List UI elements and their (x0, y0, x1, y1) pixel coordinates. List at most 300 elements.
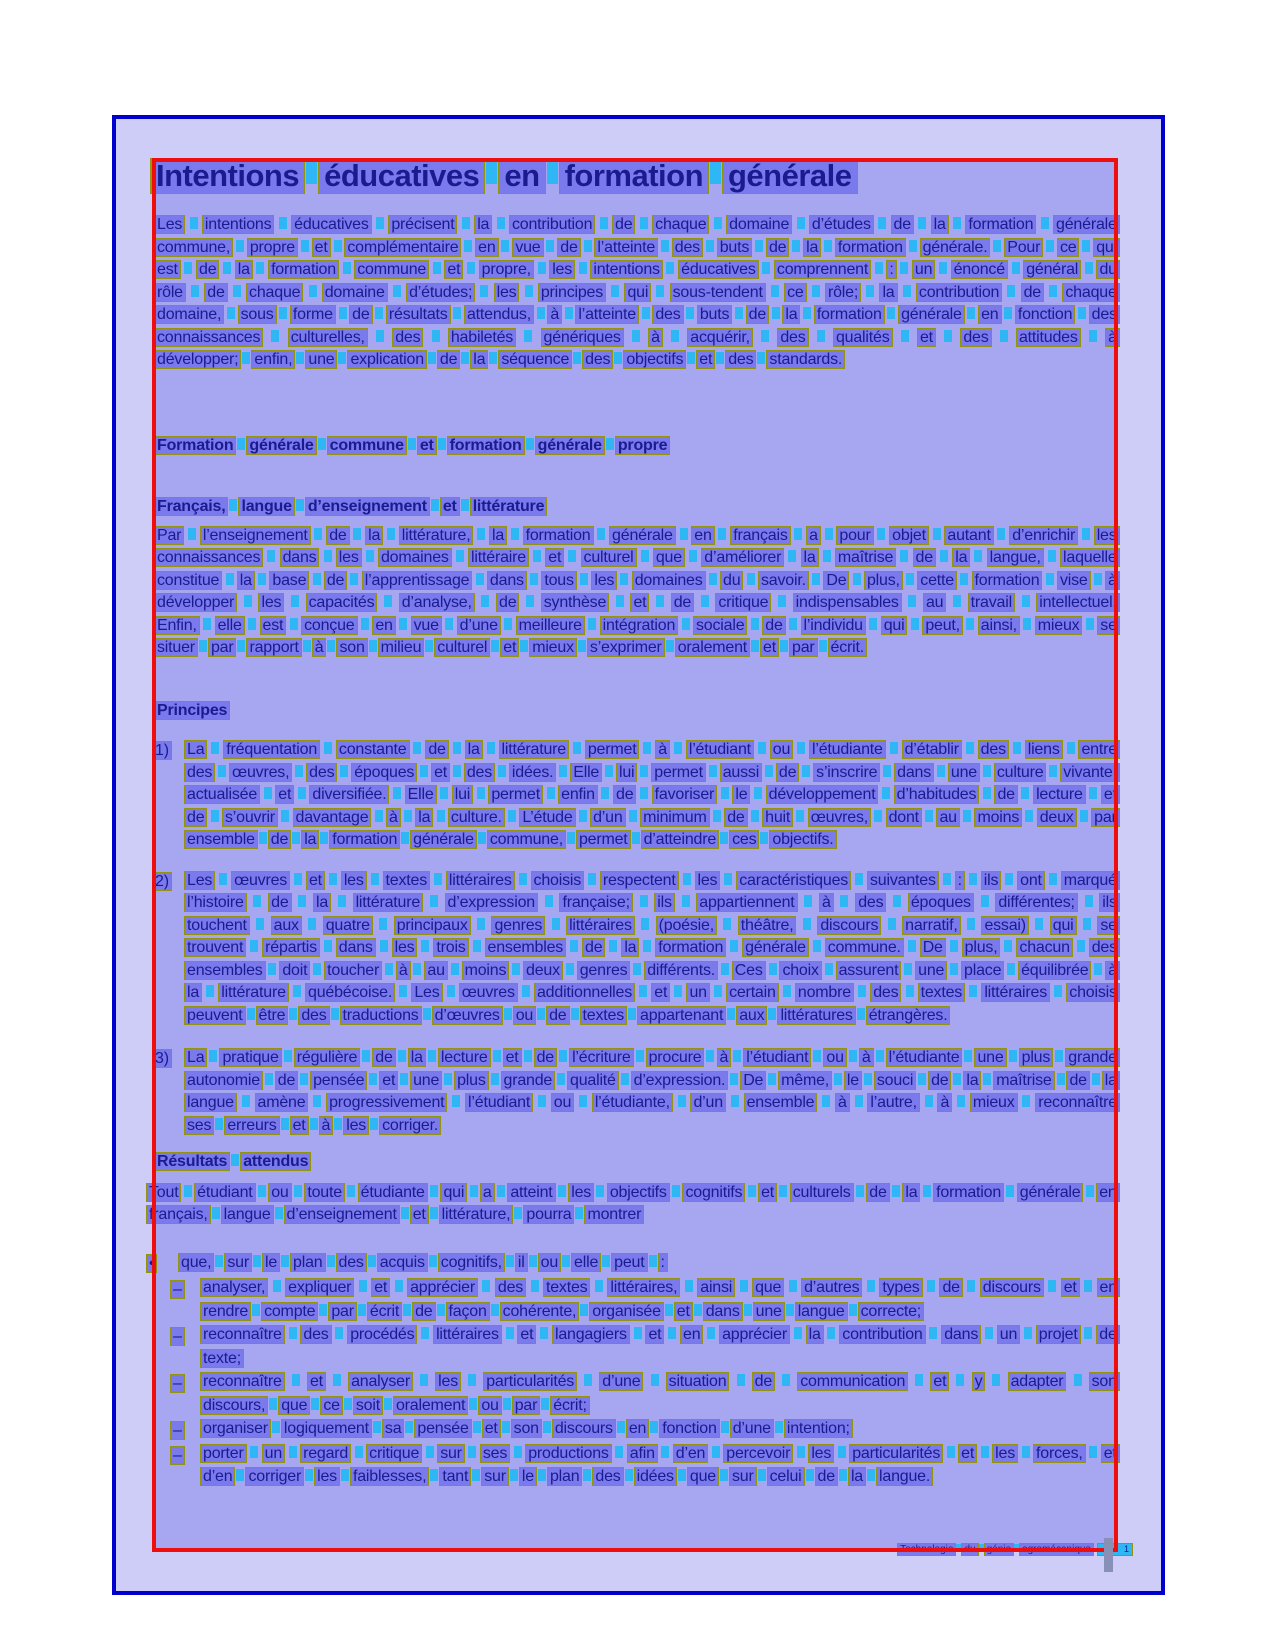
word-highlight: d’enseignement (284, 1205, 400, 1224)
word-gap-marker (709, 765, 717, 777)
word-highlight: forme (290, 305, 336, 324)
word-highlight: générale (410, 830, 477, 849)
word-highlight: de (412, 1302, 435, 1321)
word-gap-marker (1007, 285, 1015, 297)
word-gap-marker (782, 1374, 790, 1386)
word-highlight: peut (611, 1253, 647, 1272)
word-gap-marker (502, 1421, 510, 1433)
word-gap-marker (666, 262, 674, 274)
word-highlight: connaissances (154, 548, 263, 567)
word-highlight: de (762, 616, 785, 635)
word-gap-marker (772, 307, 780, 319)
word-gap-marker (1057, 1073, 1065, 1085)
word-highlight: énoncé (951, 260, 1008, 279)
word-gap-marker (579, 262, 587, 274)
word-highlight: sur (224, 1253, 252, 1272)
word-highlight: et (379, 1071, 398, 1090)
word-highlight: une (753, 1302, 785, 1321)
word-gap-marker (925, 810, 933, 822)
word-gap-marker (472, 1469, 480, 1481)
word-gap-marker (541, 1398, 549, 1410)
word-gap-marker (1041, 217, 1049, 229)
word-gap-marker (651, 1374, 659, 1386)
word-gap-marker (827, 1327, 835, 1339)
word-gap-marker (636, 1050, 644, 1062)
word-gap-marker (641, 918, 649, 930)
word-highlight: littérature (218, 983, 289, 1002)
word-highlight: les (568, 1183, 594, 1202)
word-gap-marker (199, 640, 207, 652)
word-highlight: nombre (795, 983, 854, 1002)
word-highlight: essai) (981, 916, 1028, 935)
word-gap-marker (522, 985, 530, 997)
word-gap-marker (855, 1095, 863, 1107)
word-highlight: favoriser (652, 785, 718, 804)
word-highlight: à (835, 1093, 850, 1112)
word-gap-marker (306, 160, 317, 184)
word-highlight: le (844, 1071, 862, 1090)
word-gap-marker (432, 330, 440, 342)
word-gap-marker (1046, 240, 1054, 252)
word-gap-marker (491, 1304, 499, 1316)
word-gap-marker (308, 918, 316, 930)
word-gap-marker (1035, 918, 1043, 930)
word-highlight: maîtrise (835, 548, 896, 567)
word-gap-marker (557, 1073, 565, 1085)
word-gap-marker (444, 1073, 452, 1085)
word-highlight: permet (651, 763, 706, 782)
word-highlight: général (1023, 260, 1081, 279)
word-highlight: œuvres, (808, 808, 871, 827)
word-gap-marker (682, 618, 690, 630)
word-highlight: les (336, 548, 362, 567)
word-highlight: acquérir, (687, 328, 753, 347)
word-gap-marker (253, 1255, 261, 1267)
word-highlight: époques (351, 763, 417, 782)
word-highlight: résultats (386, 305, 451, 324)
text-line (184, 1006, 1120, 1029)
word-highlight: place (961, 961, 1004, 980)
word-gap-marker (792, 240, 800, 252)
word-highlight: une (974, 1048, 1006, 1067)
word-highlight: textes (383, 871, 431, 890)
word-gap-marker (1084, 1327, 1092, 1339)
word-gap-marker (1024, 1327, 1032, 1339)
word-gap-marker (358, 1304, 366, 1316)
word-highlight: permet (585, 740, 640, 759)
word-gap-marker (957, 1095, 965, 1107)
word-gap-marker (727, 1008, 735, 1020)
word-highlight: de (326, 526, 349, 545)
word-gap-marker (486, 160, 497, 184)
word-highlight: formation (814, 305, 885, 324)
word-highlight: dans (703, 1302, 743, 1321)
word-highlight: des (978, 740, 1009, 759)
word-highlight: aux (736, 1006, 767, 1025)
word-highlight: et (758, 1183, 777, 1202)
word-highlight: étrangères. (866, 1006, 951, 1025)
dash-item (154, 1278, 1120, 1325)
word-highlight: dans (336, 938, 376, 957)
word-gap-marker (398, 1050, 406, 1062)
word-gap-marker (538, 262, 546, 274)
word-highlight: apprécier (407, 1278, 478, 1297)
word-highlight: Formation (154, 436, 236, 455)
word-gap-marker (825, 528, 833, 540)
word-gap-marker (641, 550, 649, 562)
word-gap-marker (295, 765, 303, 777)
word-highlight: elle (571, 1253, 601, 1272)
word-gap-marker (271, 330, 279, 342)
word-gap-marker (813, 1050, 821, 1062)
word-highlight: que (687, 1467, 719, 1486)
word-gap-marker (893, 895, 901, 907)
word-highlight: milieu (378, 638, 425, 657)
word-highlight: à (1105, 571, 1120, 590)
word-gap-marker (531, 1280, 539, 1292)
word-gap-marker (384, 595, 392, 607)
word-highlight: littéraires (981, 983, 1050, 1002)
word-gap-marker (470, 1185, 478, 1197)
word-highlight: générale (246, 436, 316, 455)
word-gap-marker (480, 285, 488, 297)
word-highlight: littératures (777, 1006, 855, 1025)
word-gap-marker (319, 1304, 327, 1316)
word-highlight: de (349, 305, 372, 324)
word-highlight: et (307, 1372, 326, 1391)
word-gap-marker (421, 1327, 429, 1339)
word-highlight: de (613, 785, 636, 804)
word-highlight: d’une (730, 1419, 774, 1438)
word-highlight: les (258, 593, 284, 612)
text-line (200, 1396, 1120, 1420)
word-highlight: pourra (523, 1205, 574, 1224)
word-gap-marker (305, 1469, 313, 1481)
word-gap-marker (760, 832, 768, 844)
word-gap-marker (918, 217, 926, 229)
word-highlight: formation (965, 215, 1036, 234)
word-highlight: et (958, 1444, 977, 1463)
word-gap-marker (797, 1446, 805, 1458)
word-highlight: : (886, 260, 896, 279)
word-gap-marker (211, 810, 219, 822)
word-highlight: étudiant (194, 1183, 255, 1202)
word-highlight: la (465, 740, 483, 759)
dash-item (154, 1419, 1120, 1443)
word-highlight: Pour (1004, 238, 1043, 257)
word-gap-marker (802, 765, 810, 777)
word-gap-marker (324, 550, 332, 562)
word-highlight: des (960, 328, 991, 347)
word-gap-marker (343, 262, 351, 274)
word-highlight: l’atteinte (575, 305, 639, 324)
word-highlight: chaque (246, 283, 303, 302)
word-highlight: ils (1099, 893, 1120, 912)
word-gap-marker (819, 640, 827, 652)
word-highlight: le (262, 1253, 280, 1272)
word-gap-marker (786, 1304, 794, 1316)
word-highlight: des (1089, 938, 1120, 957)
word-gap-marker (565, 307, 573, 319)
word-highlight: d’expression. (631, 1071, 729, 1090)
word-highlight: cette (917, 571, 957, 590)
word-highlight: marqué (1061, 871, 1120, 890)
word-gap-marker (341, 1469, 349, 1481)
word-highlight: génie (984, 1543, 1014, 1556)
word-gap-marker (1007, 963, 1015, 975)
word-gap-marker (642, 307, 650, 319)
word-highlight: discours (817, 916, 881, 935)
word-highlight: domaine (322, 283, 388, 302)
word-gap-marker (272, 1421, 280, 1433)
section-heading (154, 436, 1120, 459)
word-highlight: il (515, 1253, 528, 1272)
word-gap-marker (481, 595, 489, 607)
word-highlight: en (1097, 1278, 1120, 1297)
word-gap-marker (643, 940, 651, 952)
word-highlight: types (879, 1278, 922, 1297)
word-gap-marker (1049, 765, 1057, 777)
word-highlight: est (154, 260, 181, 279)
word-highlight: additionnelles (534, 983, 635, 1002)
word-gap-marker (375, 307, 383, 319)
word-highlight: L’étude (519, 808, 575, 827)
text-line (154, 305, 1120, 328)
word-highlight: des (592, 1467, 623, 1486)
word-gap-marker (625, 1469, 633, 1481)
word-gap-marker (575, 1207, 583, 1219)
word-highlight: de (268, 893, 291, 912)
word-gap-marker (538, 1469, 546, 1481)
word-gap-marker (380, 940, 388, 952)
word-highlight: et (431, 763, 450, 782)
word-gap-marker (423, 1008, 431, 1020)
word-gap-marker (338, 895, 346, 907)
word-highlight: oralement (393, 1396, 468, 1415)
word-highlight: langue (221, 1205, 274, 1224)
word-gap-marker (869, 618, 877, 630)
word-gap-marker (375, 810, 383, 822)
word-highlight: rôle; (825, 283, 861, 302)
word-gap-marker (716, 352, 724, 364)
paragraph (154, 526, 1120, 661)
word-highlight: productions (525, 1444, 612, 1463)
word-highlight: la (489, 526, 507, 545)
word-gap-marker (933, 528, 941, 540)
word-gap-marker (296, 352, 304, 364)
word-highlight: intégration (600, 616, 679, 635)
word-highlight: répartis (262, 938, 320, 957)
word-gap-marker (584, 1374, 592, 1386)
word-highlight: l’histoire (184, 893, 247, 912)
word-highlight: atteint (507, 1183, 555, 1202)
word-highlight: du (720, 571, 743, 590)
word-gap-marker (292, 1374, 300, 1386)
word-highlight: et (930, 1372, 949, 1391)
word-gap-marker (597, 528, 605, 540)
word-highlight: en (626, 1419, 649, 1438)
text-line (154, 638, 1120, 661)
word-gap-marker (882, 787, 890, 799)
word-highlight: Elle (405, 785, 437, 804)
word-highlight: une (915, 961, 947, 980)
word-highlight: les (549, 260, 575, 279)
word-gap-marker (318, 438, 326, 450)
word-gap-marker (511, 528, 519, 540)
word-highlight: différents. (644, 961, 718, 980)
word-gap-marker (1085, 895, 1093, 907)
text-line (146, 1205, 1120, 1228)
word-gap-marker (1082, 528, 1090, 540)
word-gap-marker (362, 1050, 370, 1062)
word-gap-marker (601, 787, 609, 799)
word-highlight: qui (1050, 916, 1077, 935)
word-gap-marker (579, 810, 587, 822)
word-gap-marker (1094, 963, 1102, 975)
word-highlight: reconnaître (1035, 1093, 1120, 1112)
word-gap-marker (1092, 1073, 1100, 1085)
word-highlight: qui (624, 283, 651, 302)
word-highlight: culture. (448, 808, 505, 827)
word-highlight: habiletés (448, 328, 516, 347)
word-gap-marker (640, 787, 648, 799)
word-highlight: à (312, 638, 327, 657)
word-gap-marker (639, 985, 647, 997)
word-gap-marker (925, 1095, 933, 1107)
word-highlight: traductions (340, 1006, 422, 1025)
word-highlight: domaines (378, 548, 452, 567)
word-highlight: éducatives (318, 158, 485, 194)
text-line (154, 548, 1120, 571)
word-gap-marker (368, 1255, 376, 1267)
word-highlight: elle (215, 616, 245, 635)
word-highlight: constitue (154, 571, 222, 590)
word-gap-marker (866, 285, 874, 297)
word-gap-marker (992, 1374, 1000, 1386)
word-gap-marker (1004, 307, 1012, 319)
word-gap-marker (437, 810, 445, 822)
text-line (146, 1183, 1120, 1206)
word-gap-marker (969, 873, 977, 885)
word-gap-marker (789, 618, 797, 630)
word-gap-marker (730, 1073, 738, 1085)
word-gap-marker (701, 595, 709, 607)
word-gap-marker (628, 1008, 636, 1020)
word-gap-marker (384, 1398, 392, 1410)
word-gap-marker (1049, 285, 1057, 297)
word-highlight: touchent (184, 916, 250, 935)
word-gap-marker (797, 742, 805, 754)
word-highlight: La (184, 1048, 207, 1067)
word-gap-marker (911, 618, 919, 630)
word-highlight: cognitifs (682, 1183, 745, 1202)
word-gap-marker (985, 1327, 993, 1339)
list-marker: – (170, 1327, 185, 1346)
word-gap-marker (482, 1280, 490, 1292)
word-gap-marker (674, 985, 682, 997)
word-highlight: travail (968, 593, 1015, 612)
word-highlight: de (582, 938, 605, 957)
word-highlight: à (648, 328, 663, 347)
word-gap-marker (813, 940, 821, 952)
word-gap-marker (340, 765, 348, 777)
word-gap-marker (567, 832, 575, 844)
word-highlight: a (806, 526, 821, 545)
word-gap-marker (822, 1095, 830, 1107)
word-gap-marker (1022, 1446, 1030, 1458)
word-highlight: que (752, 1278, 784, 1297)
word-highlight: diversifiée. (309, 785, 389, 804)
word-highlight: appartenant (637, 1006, 726, 1025)
word-gap-marker (683, 873, 691, 885)
word-gap-marker (538, 1095, 546, 1107)
word-gap-marker (537, 1008, 545, 1020)
word-gap-marker (503, 1398, 511, 1410)
word-highlight: à (396, 961, 411, 980)
word-highlight: les (808, 1444, 834, 1463)
word-gap-marker (1013, 742, 1021, 754)
word-highlight: logiquement (281, 1419, 372, 1438)
word-gap-marker (650, 1421, 658, 1433)
word-gap-marker (408, 438, 416, 450)
word-highlight: littéraires, (607, 1278, 680, 1297)
word-gap-marker (755, 240, 763, 252)
word-highlight: d’œuvres (432, 1006, 503, 1025)
word-gap-marker (747, 573, 755, 585)
word-gap-marker (640, 895, 648, 907)
word-highlight: développer; (154, 350, 241, 369)
word-highlight: l’atteinte (594, 238, 658, 257)
word-highlight: des (300, 1325, 331, 1344)
word-gap-marker (1083, 918, 1091, 930)
word-gap-marker (817, 330, 825, 342)
word-highlight: rendre (200, 1302, 251, 1321)
word-highlight: langue. (876, 1467, 933, 1486)
text-content (149, 158, 1120, 1491)
word-gap-marker (209, 1050, 217, 1062)
word-gap-marker (812, 573, 820, 585)
word-gap-marker (568, 550, 576, 562)
word-gap-marker (853, 573, 861, 585)
word-gap-marker (788, 550, 796, 562)
word-highlight: : (955, 871, 965, 890)
word-highlight: progressivement (326, 1093, 447, 1112)
word-gap-marker (290, 618, 298, 630)
word-gap-marker (678, 1469, 686, 1481)
word-highlight: ces (729, 830, 759, 849)
word-highlight: toucher (324, 961, 382, 980)
word-gap-marker (379, 918, 387, 930)
word-highlight: montrer (584, 1205, 644, 1224)
list-marker: – (170, 1446, 185, 1465)
word-gap-marker (721, 1421, 729, 1433)
word-highlight: (poésie, (656, 916, 717, 935)
word-highlight: générale (1017, 1183, 1084, 1202)
word-highlight: attitudes (1016, 328, 1081, 347)
word-gap-marker (1009, 1050, 1017, 1062)
text-line (184, 763, 1120, 786)
word-gap-marker (573, 742, 581, 754)
word-gap-marker (584, 240, 592, 252)
word-highlight: et (312, 238, 331, 257)
word-gap-marker (529, 1255, 537, 1267)
word-highlight: idées (634, 1467, 677, 1486)
word-highlight: qui (1093, 238, 1120, 257)
word-highlight: de (891, 215, 914, 234)
word-gap-marker (395, 1280, 403, 1292)
word-highlight: œuvres (459, 983, 518, 1002)
text-line (200, 1302, 1120, 1326)
